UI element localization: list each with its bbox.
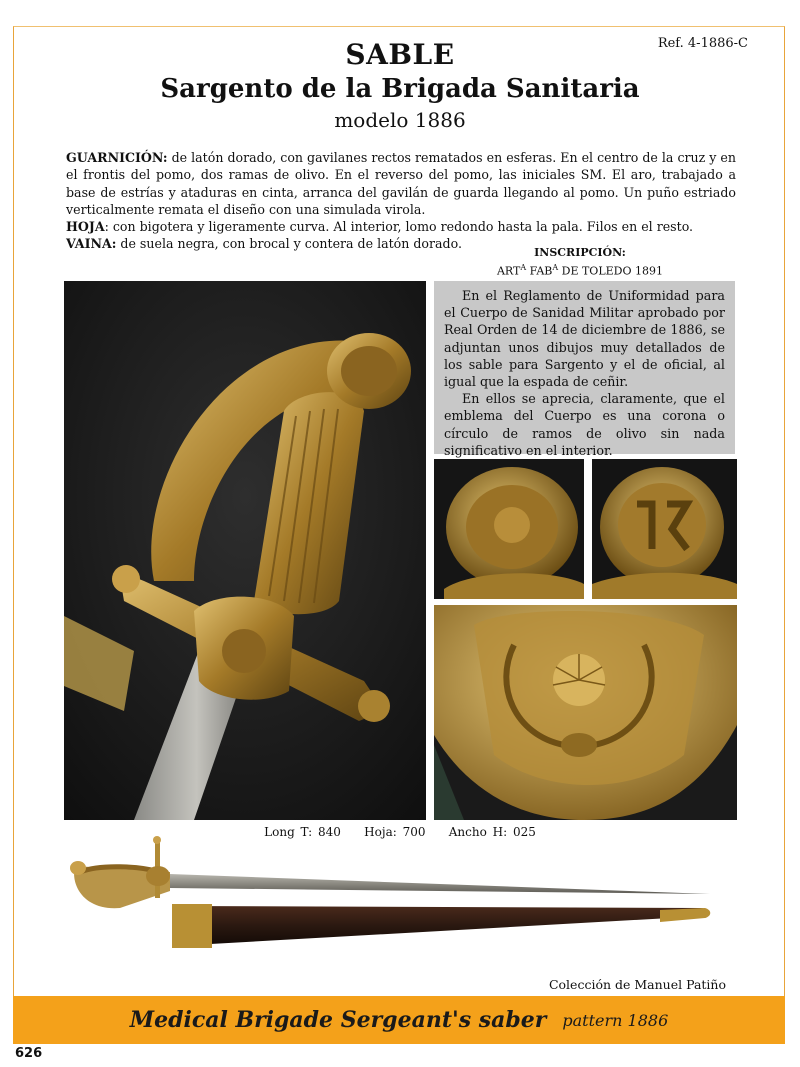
full-saber-image <box>60 836 720 966</box>
english-pattern: pattern 1886 <box>562 1010 669 1030</box>
inscription-text: $ART^A$ $FAB^A$ DE TOLEDO 1891 <box>496 263 663 278</box>
english-title-banner <box>13 996 785 1044</box>
vaina-label: VAINA: <box>66 236 117 252</box>
pommel-reverse-photo <box>592 459 737 599</box>
pommel-front-image <box>434 459 584 599</box>
guard-emblem-image <box>434 605 737 820</box>
model-label: modelo 1886 <box>334 108 466 132</box>
full-saber-photo <box>60 836 720 966</box>
hoja-label: HOJA <box>66 219 105 235</box>
description-block <box>66 149 736 253</box>
note-paragraph-1: En el Reglamento de Uniformidad para el Cuerpo de Sanidad Militar aprobado por Real Orden de 14 de diciembre de 1886, se adjuntan unos dibujos muy detallados de los sable para Sargento y el de oficial, al igual que la espada de ceñir. <box>444 288 725 390</box>
guard-emblem-photo <box>434 605 737 820</box>
hoja-paragraph <box>66 218 736 235</box>
guarnicion-text: de latón dorado, con gavilanes rectos rematados en esferas. En el centro de la cruz y en el frontis del pomo, dos ramas de olivo. En el reverso del pomo, las iniciales SM. El aro, trabajado a base de estrías y ataduras en cinta, arranca del gavilán de guarda llegando al pomo. Un puño estriado verticalmente remata el diseño con una simulada virola. <box>66 150 736 217</box>
english-title: Medical Brigade Sergeant's saber <box>129 1007 547 1033</box>
hoja-text: : con bigotera y ligeramente curva. Al interior, lomo redondo hasta la pala. Filos en el resto. <box>104 219 694 235</box>
hilt-photo <box>64 281 426 820</box>
measurements: Long T: 840 Hoja: 700 Ancho H: 025 <box>264 825 536 839</box>
page-title: SABLE <box>345 38 455 71</box>
guarnicion-label: GUARNICIÓN: <box>66 150 168 165</box>
page-subtitle: Sargento de la Brigada Sanitaria <box>160 74 640 104</box>
guarnicion-paragraph <box>66 149 736 218</box>
inscription-block <box>440 245 720 279</box>
inscription-heading: INSCRIPCIÓN: <box>534 246 626 259</box>
note-paragraph-2: En ellos se aprecia, claramente, que el emblema del Cuerpo es una corona o círculo de ramos de olivo sin nada significativo en el interior. <box>444 391 725 458</box>
historical-note <box>434 281 735 458</box>
page-number: 626 <box>15 1046 43 1061</box>
pommel-reverse-image <box>592 459 737 599</box>
reference-code: Ref. 4-1886-C <box>657 36 748 51</box>
vaina-text: de suela negra, con brocal y contera de latón dorado. <box>116 236 462 252</box>
hilt-photo-image <box>64 281 426 820</box>
pommel-front-photo <box>434 459 584 599</box>
collection-credit: Colección de Manuel Patiño <box>548 977 726 992</box>
